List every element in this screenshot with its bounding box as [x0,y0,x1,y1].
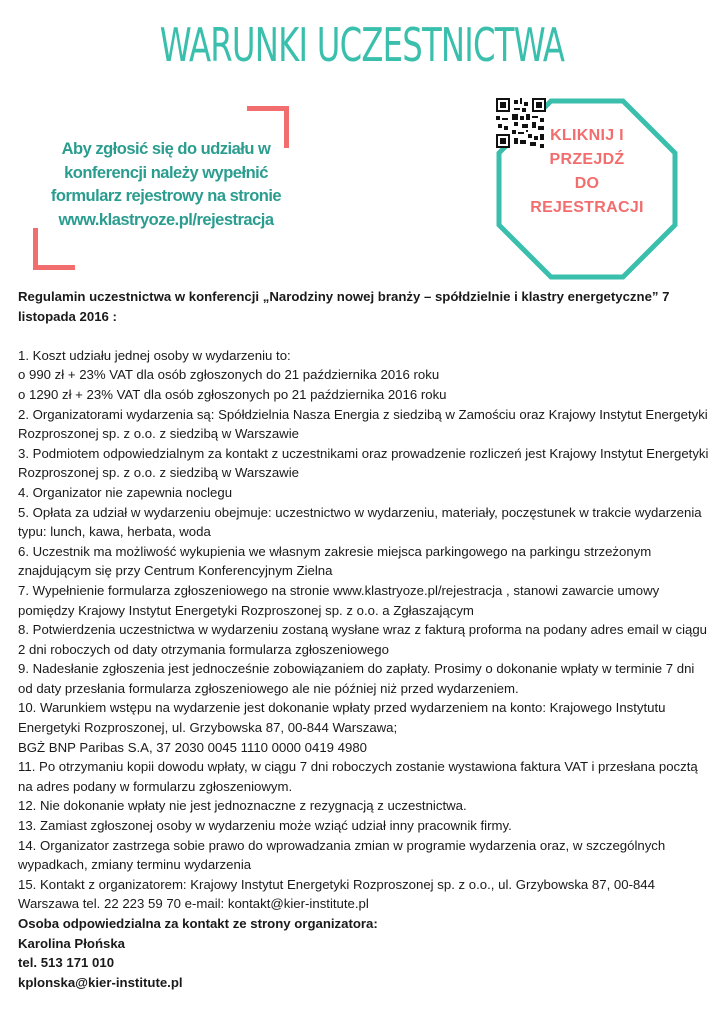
registration-intro-text: Aby zgłosić się do udziału w konferencji należy wypełnić formularz rejestrowy na stronie www.klastryoze.pl/rejestracja [50,140,282,229]
register-line-4: REJESTRACJI [530,199,644,216]
regulamin-line-6: 6. Uczestnik ma możliwość wykupienia we własnym zakresie miejsca parkingowego na parkingu strzeżonym znajdującym się przy Centrum Konferencyjnym Zielna [18,543,652,579]
regulamin-line-3: 3. Podmiotem odpowiedzialnym za kontakt z uczestnikami oraz prowadzenie rozliczeń jest Krajowy Instytut Energetyki Rozproszonej sp. z o.o. z siedzibą w Warszawie [18,445,709,481]
regulamin-line-4: 4. Organizator nie zapewnia noclegu [18,484,233,500]
spacer [18,326,710,346]
register-octagon-button[interactable] [496,98,678,280]
qr-code-icon[interactable] [496,98,546,148]
regulamin-line-1: 1. Koszt udziału jednej osoby w wydarzeniu to: [18,347,291,363]
regulamin-line-15: 15. Kontakt z organizatorem: Krajowy Instytut Energetyki Rozproszonej sp. z o.o., ul. Grzybowska 87, 00-844 Warszawa tel. 22 223 59 70 e-mail: kontakt@kier-institute.pl [18,876,655,912]
register-line-1: KLIKNIJ I [550,127,624,144]
decorative-corner-bottom-left [33,228,75,270]
regulamin-line-13: 13. Zamiast zgłoszonej osoby w wydarzeniu może wziąć udział inny pracownik firmy. [18,818,512,834]
regulamin-line-2: 2. Organizatorami wydarzenia są: Spółdzielnia Nasza Energia z siedzibą w Zamościu oraz Krajowy Instytut Energetyki Rozproszonej sp. z o.o. z siedzibą w Warszawie [18,406,708,442]
register-line-2: PRZEJDŹ [549,151,625,168]
contact-email: kplonska@kier-institute.pl [18,974,183,990]
register-line-3: DO [574,175,600,192]
page-title: WARUNKI UCZESTNICTWA [159,18,565,72]
regulamin-line-1a: o 990 zł + 23% VAT dla osób zgłoszonych do 21 października 2016 roku [18,367,440,383]
regulamin-line-8: 8. Potwierdzenia uczestnictwa w wydarzeniu zostaną wysłane wraz z fakturą proforma na podany adres email w ciągu 2 dni roboczych od daty otrzymania formularza zgłoszeniowego [18,622,708,657]
regulamin-line-12: 12. Nie dokonanie wpłaty nie jest jednoznaczne z rezygnacją z uczestnictwa. [18,798,467,814]
regulamin-line-9: 9. Nadesłanie zgłoszenia jest jednocześnie zobowiązaniem do zapłaty. Prosimy o dokonanie wpłaty w terminie 7 dni od daty przesłania formularza zgłoszeniowego ale nie później niż przed wydarzeniem. [18,661,695,696]
regulamin-line-14: 14. Organizator zastrzega sobie prawo do wprowadzania zmian w programie wydarzenia oraz, w szczególnych wypadkach, zmiany terminu wydarzenia [18,837,666,873]
regulamin-line-1b: o 1290 zł + 23% VAT dla osób zgłoszonych po 21 października 2016 roku [18,386,447,402]
regulamin-heading: Regulamin uczestnictwa w konferencji „Narodziny nowej branży – spółdzielnie i klastry energetyczne” 7 listopada 2016 : [18,289,670,324]
regulamin-line-7: 7. Wypełnienie formularza zgłoszeniowego na stronie www.klastryoze.pl/rejestracja , stanowi zawarcie umowy pomiędzy Krajowy Instytut Energetyki Rozproszonej sp. z o.o. a Zgłaszającym [18,582,660,618]
regulamin-line-5: 5. Opłata za udział w wydarzeniu obejmuje: uczestnictwo w wydarzeniu, materiały, poczęstunek w trakcie wydarzenia typu: lunch, kawa, herbata, woda [18,504,702,540]
contact-name: Karolina Płońska [18,935,126,951]
contact-label: Osoba odpowiedzialna za kontakt ze strony organizatora: [18,916,378,931]
contact-phone: tel. 513 171 010 [18,955,115,971]
bank-account-line: BGŻ BNP Paribas S.A, 37 2030 0045 1110 0000 0419 4980 [18,739,367,755]
regulamin-line-10: 10. Warunkiem wstępu na wydarzenie jest dokonanie wpłaty przed wydarzeniem na konto: Krajowego Instytutu Energetyki Rozproszonej, ul. Grzybowska 87, 00-844 Warszawa; [18,700,666,736]
regulamin-line-11: 11. Po otrzymaniu kopii dowodu wpłaty, w ciągu 7 dni roboczych zostanie wystawiona faktura VAT i przesłana pocztą na adres podany w formularzu zgłoszeniowym. [18,759,698,794]
regulamin-section [18,287,710,992]
